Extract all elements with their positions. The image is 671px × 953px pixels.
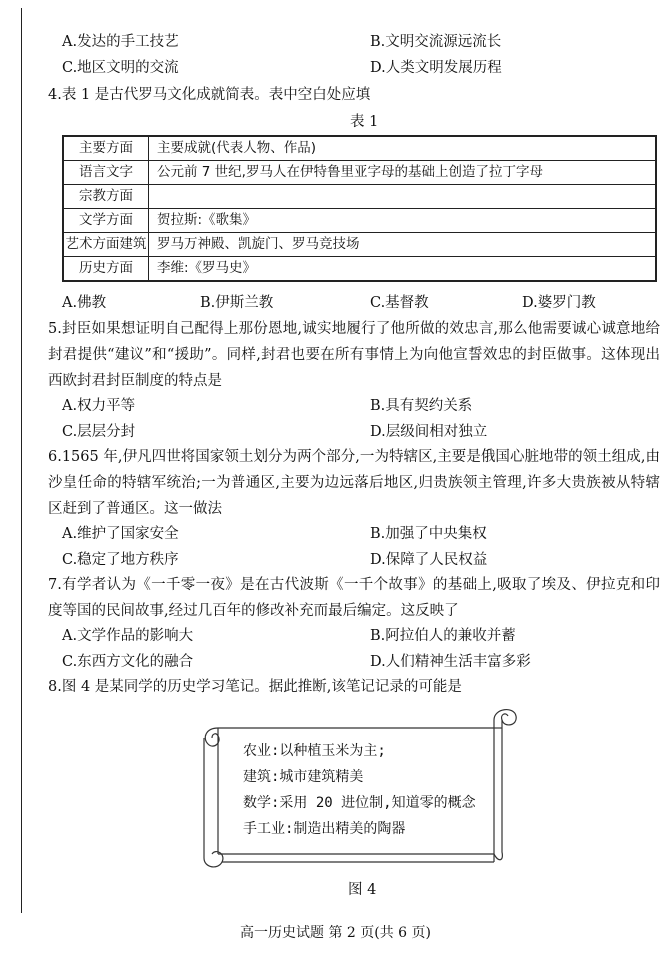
q4-option-c[interactable]: C.基督教 [370,295,429,311]
note-line: 农业:以种植玉米为主; [243,743,386,759]
q5-option-b[interactable]: B.具有契约关系 [370,398,473,414]
scroll-drawing [198,702,524,872]
scroll-note-figure [198,702,524,872]
q6-stem: 6.1565 年,伊凡四世将国家领土划分为两个部分,一为特辖区,主要是俄国心脏地带的领土组成,由沙皇任命的特辖军统治;一为普通区,主要为边远落后地区,归贵族领主管理,许多大贵族被从特辖区赶到了普通区。这一做法 [48,449,660,517]
binding-margin-line [21,8,22,913]
q8-stem: 8.图 4 是某同学的历史学习笔记。据此推断,该笔记记录的可能是 [48,679,462,695]
rome-culture-table [62,135,657,282]
q7-option-d[interactable]: D.人们精神生活丰富多彩 [370,654,531,670]
q5-option-d[interactable]: D.层级间相对独立 [370,424,488,440]
q5-stem: 5.封臣如果想证明自己配得上那份恩地,诚实地履行了他所做的效忠言,那么他需要诚心诚意地给封君提供“建议”和“援助”。同样,封君也要在所有事情上为向他宣誓效忠的封臣做事。这体现出西欧封君封臣制度的特点是 [48,321,660,389]
q5-option-c[interactable]: C.层层分封 [62,424,136,440]
page-footer: 高一历史试题 第 2 页(共 6 页) [240,925,431,941]
note-line: 手工业:制造出精美的陶器 [243,821,406,837]
table-cell-achievement: 公元前 7 世纪,罗马人在伊特鲁里亚字母的基础上创造了拉丁字母 [149,161,657,185]
table-cell-achievement: 李维:《罗马史》 [149,257,657,282]
table-row [63,161,656,185]
q7-option-c[interactable]: C.东西方文化的融合 [62,654,194,670]
q7-option-b[interactable]: B.阿拉伯人的兼收并蓄 [370,628,516,644]
q6-option-b[interactable]: B.加强了中央集权 [370,526,487,542]
table-cell-achievement: 贺拉斯:《歌集》 [149,209,657,233]
q7-stem: 7.有学者认为《一千零一夜》是在古代波斯《一千个故事》的基础上,吸取了埃及、伊拉克和印度等国的民间故事,经过几百年的修改补充而最后编定。这反映了 [48,577,660,619]
q4-stem: 4.表 1 是古代罗马文化成就简表。表中空白处应填 [48,87,371,103]
q3-option-a[interactable]: A.发达的手工技艺 [62,34,179,50]
q6-option-d[interactable]: D.保障了人民权益 [370,552,488,568]
q4-option-b[interactable]: B.伊斯兰教 [200,295,274,311]
table-cell-aspect: 语言文字 [63,161,149,185]
table-row [63,257,656,282]
table-cell-aspect: 宗教方面 [63,185,149,209]
q7-option-a[interactable]: A.文学作品的影响大 [62,628,194,644]
table-row [63,209,656,233]
note-line: 建筑:城市建筑精美 [243,769,364,785]
q4-option-d[interactable]: D.婆罗门教 [522,295,596,311]
q6-option-c[interactable]: C.稳定了地方秩序 [62,552,179,568]
table-header-aspect: 主要方面 [63,136,149,161]
q6-option-a[interactable]: A.维护了国家安全 [62,526,179,542]
q3-option-d[interactable]: D.人类文明发展历程 [370,60,502,76]
note-line: 数学:采用 20 进位制,知道零的概念 [243,795,476,811]
table-cell-aspect: 艺术方面建筑 [63,233,149,257]
figure-4-caption: 图 4 [348,882,377,898]
table-cell-achievement: 罗马万神殿、凯旋门、罗马竞技场 [149,233,657,257]
table-row [63,185,656,209]
table-cell-aspect: 历史方面 [63,257,149,282]
q5-option-a[interactable]: A.权力平等 [62,398,136,414]
q4-option-a[interactable]: A.佛教 [62,295,107,311]
table-cell-blank [149,185,657,209]
table-header-achievement: 主要成就(代表人物、作品) [149,136,657,161]
q3-option-b[interactable]: B.文明交流源远流长 [370,34,502,50]
table-cell-aspect: 文学方面 [63,209,149,233]
table-1-title: 表 1 [350,114,379,130]
table-header-row [63,136,656,161]
q3-option-c[interactable]: C.地区文明的交流 [62,60,179,76]
table-row [63,233,656,257]
